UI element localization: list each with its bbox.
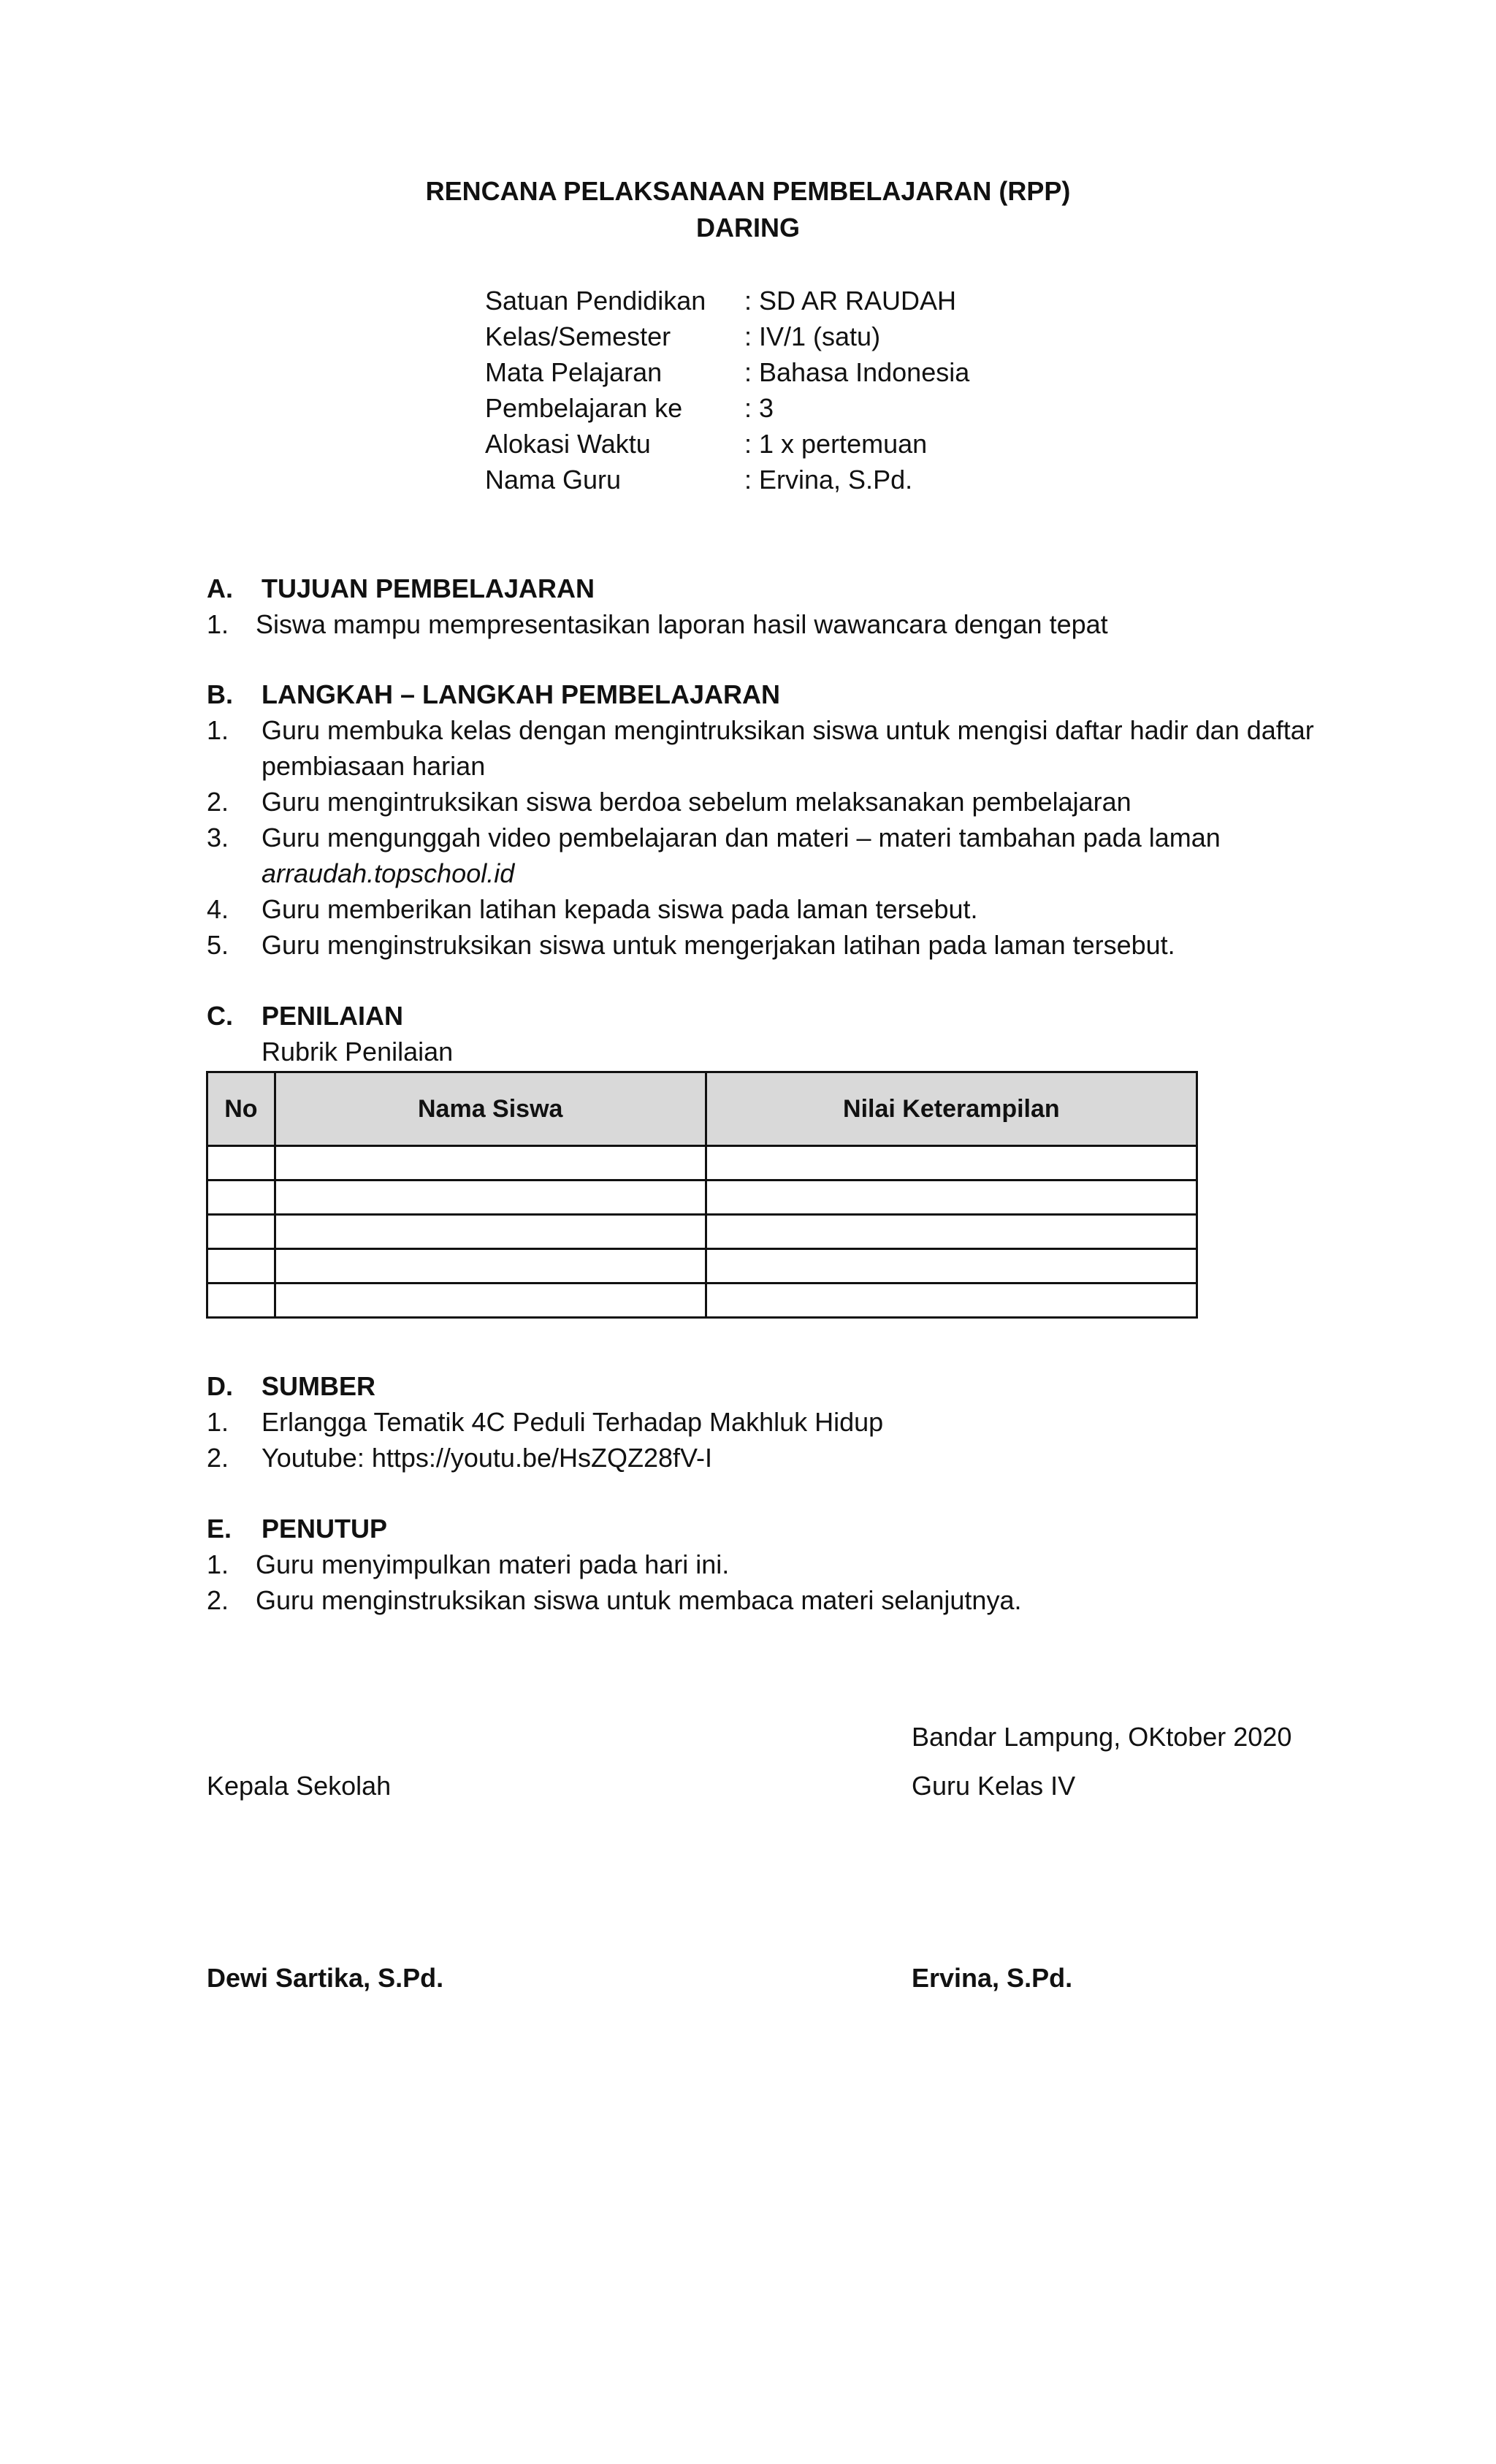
identity-label: Mata Pelajaran xyxy=(485,357,663,387)
table-cell xyxy=(706,1146,1197,1180)
identity-label: Alokasi Waktu xyxy=(485,429,651,459)
section-heading: PENUTUP xyxy=(262,1514,388,1544)
list-item: Guru memberikan latihan kepada siswa pada laman tersebut. xyxy=(262,894,978,924)
list-number: 2. xyxy=(207,787,229,817)
list-item: Guru mengunggah video pembelajaran dan materi – materi tambahan pada laman xyxy=(262,823,1221,853)
table-cell xyxy=(207,1284,275,1318)
identity-label: Nama Guru xyxy=(485,465,622,495)
table-cell xyxy=(207,1215,275,1249)
table-cell xyxy=(706,1249,1197,1284)
identity-label: Pembelajaran ke xyxy=(485,393,683,423)
section-letter: B. xyxy=(207,679,233,709)
section-heading: PENILAIAN xyxy=(262,1001,404,1031)
rubric-caption: Rubrik Penilaian xyxy=(262,1037,454,1067)
list-number: 4. xyxy=(207,894,229,924)
youtube-source: Youtube: https://youtu.be/HsZQZ28fV-I xyxy=(262,1443,713,1473)
identity-value: : IV/1 (satu) xyxy=(744,321,881,351)
table-cell xyxy=(207,1180,275,1215)
list-item: Guru membuka kelas dengan mengintruksikan siswa untuk mengisi daftar hadir dan daftar xyxy=(262,715,1314,745)
table-cell xyxy=(275,1215,706,1249)
document-subtitle: DARING xyxy=(696,213,800,243)
section-letter: D. xyxy=(207,1371,233,1401)
table-header-row xyxy=(207,1072,1197,1146)
identity-value: : 1 x pertemuan xyxy=(744,429,928,459)
principal-role: Kepala Sekolah xyxy=(207,1771,392,1801)
identity-label: Satuan Pendidikan xyxy=(485,286,706,316)
list-number: 2. xyxy=(207,1585,229,1615)
list-item: Guru menginstruksikan siswa untuk membaca materi selanjutnya. xyxy=(256,1585,1022,1615)
table-cell xyxy=(275,1146,706,1180)
teacher-role: Guru Kelas IV xyxy=(912,1771,1076,1801)
list-number: 2. xyxy=(207,1443,229,1473)
table-cell xyxy=(207,1249,275,1284)
table-cell xyxy=(207,1146,275,1180)
list-number: 1. xyxy=(207,1407,229,1437)
column-header-nama-siswa: Nama Siswa xyxy=(275,1072,706,1146)
table-row xyxy=(207,1215,1197,1249)
identity-value: : Bahasa Indonesia xyxy=(744,357,970,387)
rubric-table xyxy=(206,1071,1198,1319)
section-letter: A. xyxy=(207,573,233,603)
table-row xyxy=(207,1180,1197,1215)
list-number: 1. xyxy=(207,715,229,745)
list-item: Guru menginstruksikan siswa untuk mengerjakan latihan pada laman tersebut. xyxy=(262,930,1175,960)
document-title: RENCANA PELAKSANAAN PEMBELAJARAN (RPP) xyxy=(425,176,1071,206)
place-date: Bandar Lampung, OKtober 2020 xyxy=(912,1722,1292,1752)
list-number: 1. xyxy=(207,609,229,639)
column-header-nilai-keterampilan: Nilai Keterampilan xyxy=(706,1072,1197,1146)
principal-name: Dewi Sartika, S.Pd. xyxy=(207,1963,444,1993)
list-item: Erlangga Tematik 4C Peduli Terhadap Makhluk Hidup xyxy=(262,1407,884,1437)
list-item-continuation: pembiasaan harian xyxy=(262,751,486,781)
table-row xyxy=(207,1284,1197,1318)
table-cell xyxy=(275,1180,706,1215)
table-cell xyxy=(706,1284,1197,1318)
table-cell xyxy=(275,1284,706,1318)
list-number: 5. xyxy=(207,930,229,960)
list-item: Guru menyimpulkan materi pada hari ini. xyxy=(256,1549,730,1579)
section-letter: C. xyxy=(207,1001,233,1031)
section-letter: E. xyxy=(207,1514,232,1544)
identity-value: : SD AR RAUDAH xyxy=(744,286,957,316)
section-heading: LANGKAH – LANGKAH PEMBELAJARAN xyxy=(262,679,781,709)
teacher-name: Ervina, S.Pd. xyxy=(912,1963,1073,1993)
list-item: Siswa mampu mempresentasikan laporan hasil wawancara dengan tepat xyxy=(256,609,1108,639)
section-heading: SUMBER xyxy=(262,1371,376,1401)
list-item: Guru mengintruksikan siswa berdoa sebelum melaksanakan pembelajaran xyxy=(262,787,1131,817)
identity-label: Kelas/Semester xyxy=(485,321,671,351)
table-cell xyxy=(275,1249,706,1284)
table-cell xyxy=(706,1215,1197,1249)
list-number: 1. xyxy=(207,1549,229,1579)
website-link-text: arraudah.topschool.id xyxy=(262,858,515,888)
table-row xyxy=(207,1146,1197,1180)
column-header-no: No xyxy=(207,1072,275,1146)
table-cell xyxy=(706,1180,1197,1215)
identity-value: : 3 xyxy=(744,393,774,423)
section-heading: TUJUAN PEMBELAJARAN xyxy=(262,573,595,603)
list-number: 3. xyxy=(207,823,229,853)
identity-value: : Ervina, S.Pd. xyxy=(744,465,913,495)
table-row xyxy=(207,1249,1197,1284)
